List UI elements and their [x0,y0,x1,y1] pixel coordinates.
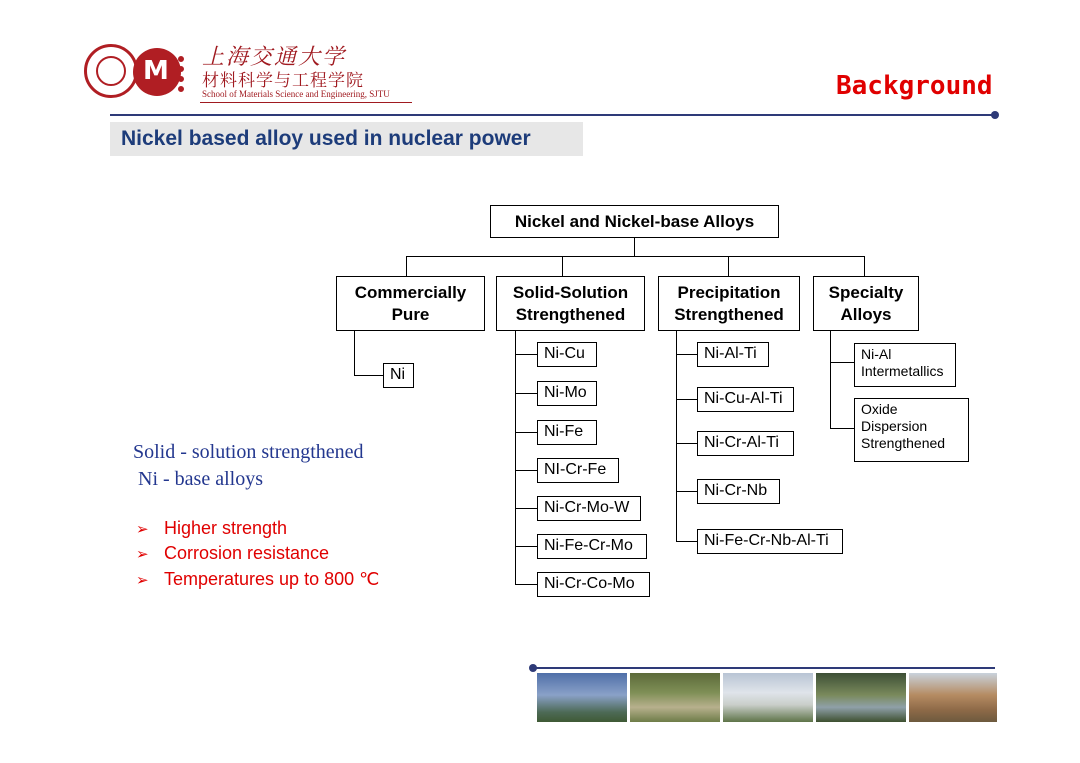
connector-line [728,256,729,276]
header-rule-dot [991,111,999,119]
connector-line [830,362,854,363]
header-rule [110,114,996,116]
alloy-node: Ni-Cu [537,342,597,367]
connector-line [406,256,864,257]
bullet-text: Higher strength [164,518,288,538]
school-name-cn-line2: 材料科学与工程学院 [202,71,364,91]
footer-rule [532,667,995,669]
connector-line [562,256,563,276]
connector-line [515,508,537,509]
school-emblem-logo: M [133,48,181,96]
alloy-node: Ni-Mo [537,381,597,406]
campus-photo [723,673,813,722]
alloy-node: Ni-Al Intermetallics [854,343,956,387]
logo-underline [200,102,412,103]
connector-line [515,432,537,433]
bullet-arrow-icon: ➢ [136,545,149,563]
category-solid-solution: Solid-Solution Strengthened [496,276,645,331]
gear-icon [178,56,202,92]
connector-line [354,375,383,376]
connector-line [515,393,537,394]
alloy-node: Ni-Fe-Cr-Nb-Al-Ti [697,529,843,554]
campus-photo [537,673,627,722]
connector-line [515,584,537,585]
connector-line [515,470,537,471]
connector-line [830,331,831,428]
connector-line [830,428,854,429]
alloy-node: Ni-Al-Ti [697,342,769,367]
bullet-item [136,518,287,539]
alloy-node: Oxide Dispersion Strengthened [854,398,969,462]
connector-line [676,399,697,400]
connector-line [676,491,697,492]
alloy-node: Ni-Cr-Al-Ti [697,431,794,456]
alloy-node: Ni-Cr-Co-Mo [537,572,650,597]
alloy-node: NI-Cr-Fe [537,458,619,483]
alloy-node: Ni-Fe-Cr-Mo [537,534,647,559]
diagram-root-node: Nickel and Nickel-base Alloys [490,205,779,238]
connector-line [864,256,865,276]
alloy-node: Ni-Fe [537,420,597,445]
description-line1: Solid - solution strengthened [133,441,364,463]
alloy-node: Ni-Cu-Al-Ti [697,387,794,412]
section-title: Background [836,71,993,101]
connector-line [676,443,697,444]
bullet-item [136,543,329,564]
alloy-node: Ni [383,363,414,388]
description-line2: Ni - base alloys [138,468,263,490]
bullet-item [136,569,379,590]
campus-photo [630,673,720,722]
bullet-arrow-icon: ➢ [136,520,149,538]
slide-subtitle: Nickel based alloy used in nuclear power [121,127,531,150]
bullet-arrow-icon: ➢ [136,571,149,589]
bullet-text: Temperatures up to 800 ℃ [164,569,380,589]
school-name-cn-line1: 上海交通大学 [202,45,347,70]
connector-line [515,354,537,355]
university-seal-logo [84,44,138,98]
category-commercially-pure: Commercially Pure [336,276,485,331]
alloy-node: Ni-Cr-Nb [697,479,780,504]
campus-photo [909,673,997,722]
connector-line [515,546,537,547]
campus-photo [816,673,906,722]
connector-line [676,331,677,541]
connector-line [634,238,635,257]
connector-line [406,256,407,276]
bullet-text: Corrosion resistance [164,543,330,563]
school-name-en: School of Materials Science and Engineering, SJTU [202,89,390,99]
footer-rule-dot [529,664,537,672]
category-precipitation: Precipitation Strengthened [658,276,800,331]
connector-line [354,331,355,375]
alloy-node: Ni-Cr-Mo-W [537,496,641,521]
category-specialty: Specialty Alloys [813,276,919,331]
connector-line [676,541,697,542]
connector-line [676,354,697,355]
